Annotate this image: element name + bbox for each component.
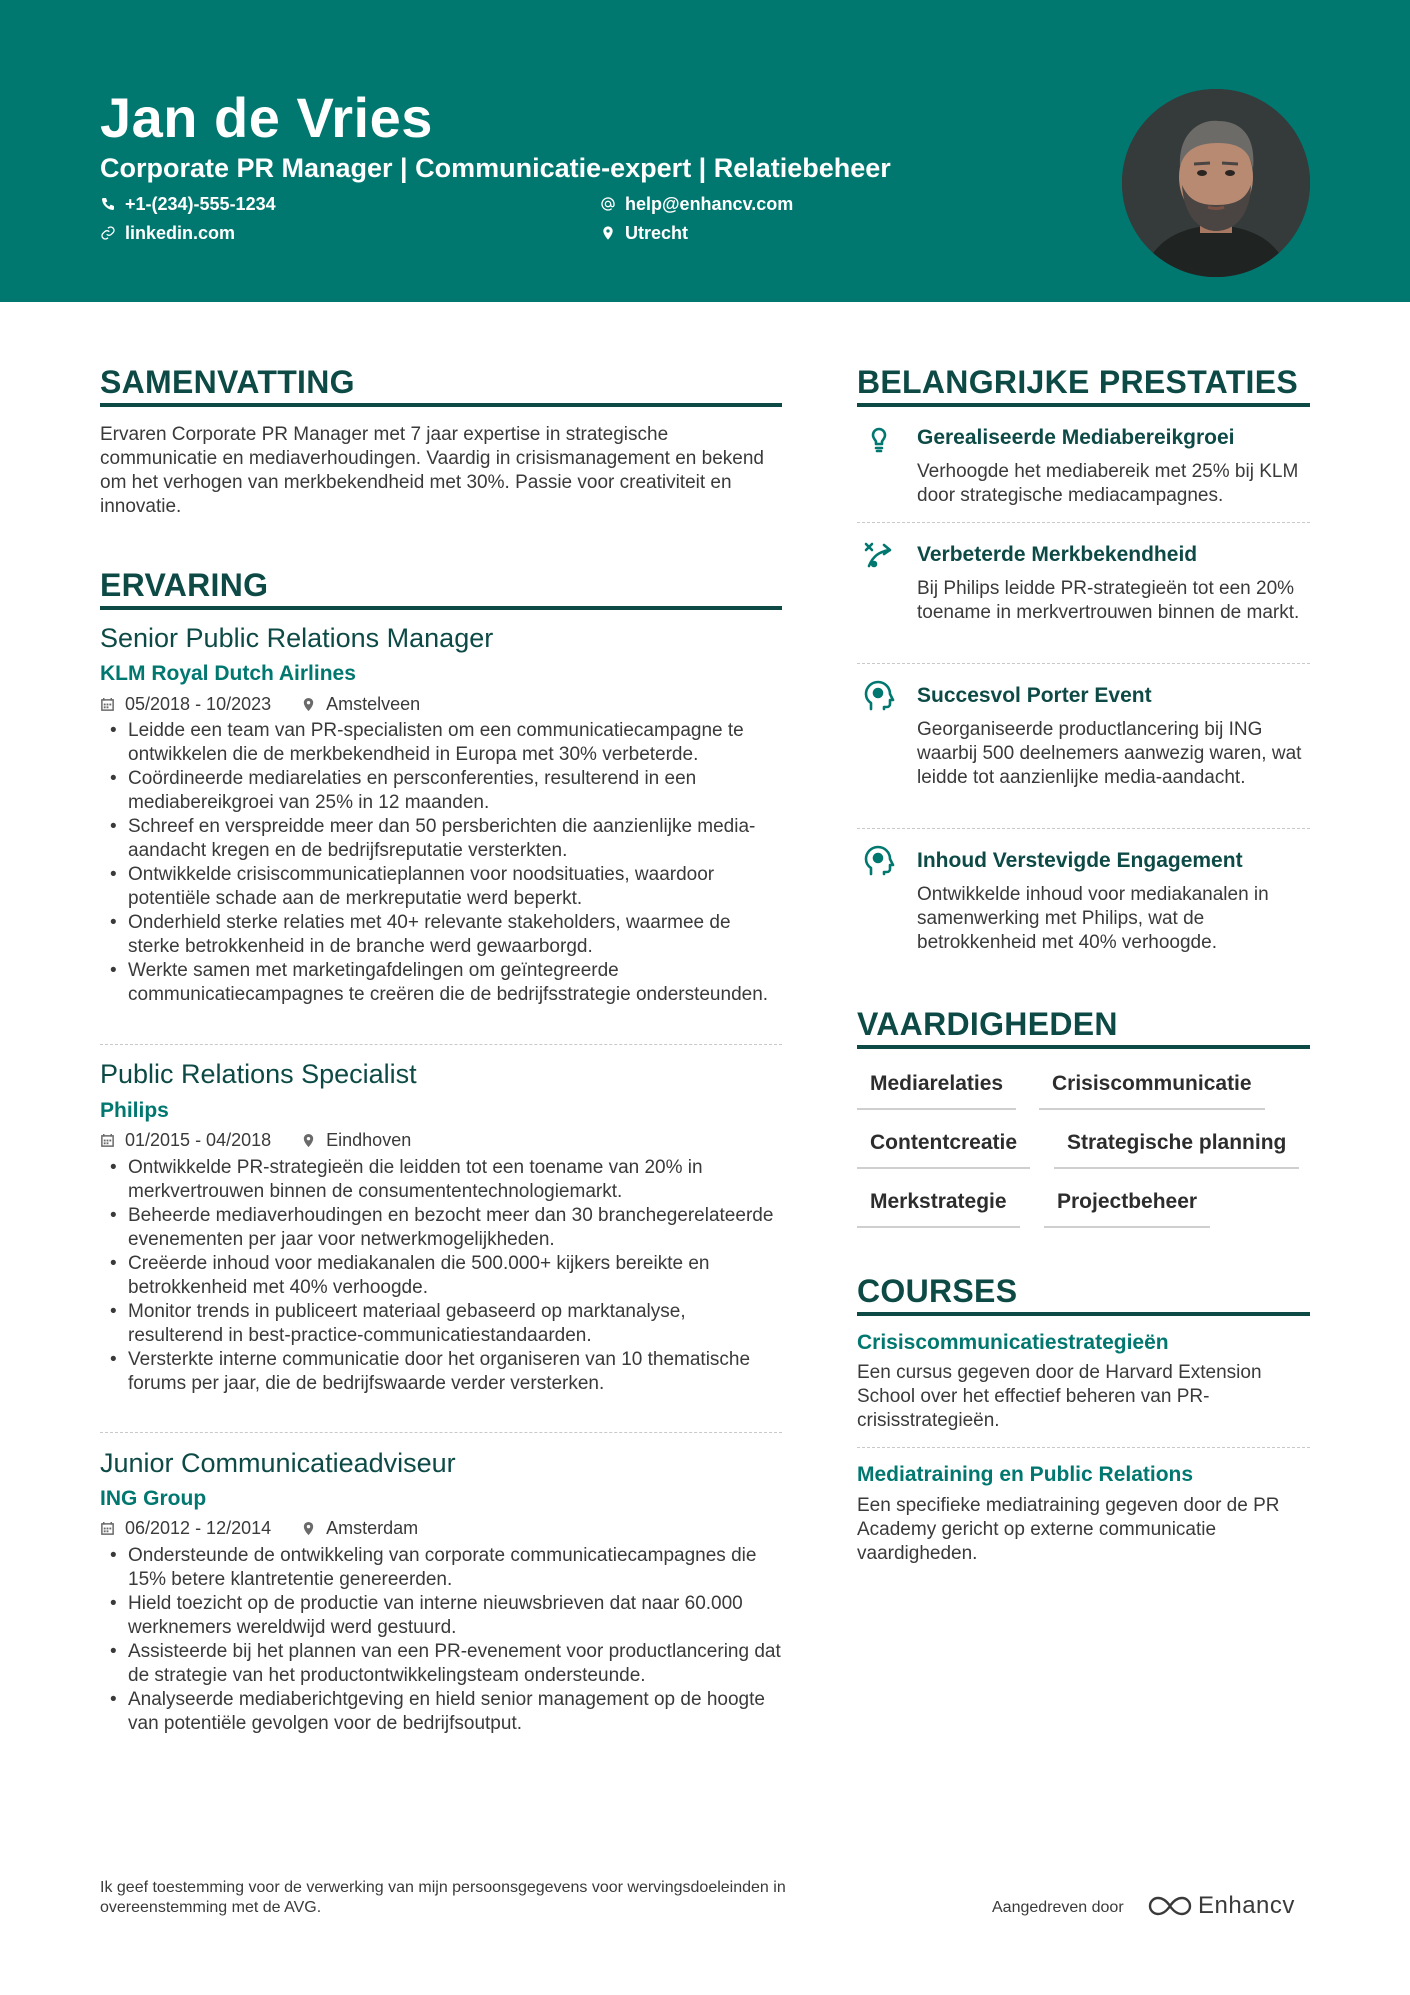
skill-tag: Merkstrategie — [857, 1188, 1020, 1228]
achievement-separator — [857, 828, 1310, 829]
courses-heading: COURSES — [857, 1273, 1018, 1309]
summary-heading: SAMENVATTING — [100, 364, 355, 400]
experience-heading: ERVARING — [100, 567, 269, 603]
calendar-icon — [100, 697, 115, 712]
skill-tag: Strategische planning — [1054, 1129, 1299, 1169]
strategy-icon — [862, 538, 896, 572]
achievement-title: Inhoud Verstevigde Engagement — [917, 849, 1243, 872]
experience-divider — [100, 606, 782, 610]
summary-text: Ervaren Corporate PR Manager met 7 jaar expertise in strategische communicatie en mediaverhoudingen. Vaardig in crisismanagement en bekend om het verhogen van merkbekendheid met 30%. Passie voor creativiteit en innovatie. — [100, 424, 764, 517]
job-company: Philips — [100, 1099, 169, 1122]
skill-tag: Contentcreatie — [857, 1129, 1030, 1169]
job-meta — [100, 692, 420, 716]
achievement-separator — [857, 663, 1310, 664]
course-separator — [857, 1447, 1310, 1448]
job-bullets — [100, 1156, 782, 1396]
achievement-title: Gerealiseerde Mediabereikgroei — [917, 426, 1235, 449]
job-dates: 01/2015 - 04/2018 — [125, 1130, 272, 1150]
location-pin-icon — [301, 1133, 316, 1148]
course-desc: Een cursus gegeven door de Harvard Extension School over het effectief beheren van PR-crisisstrategieën. — [857, 1362, 1262, 1431]
achievements-divider — [857, 403, 1310, 407]
consent-note: Ik geef toestemming voor de verwerking van mijn persoonsgegevens voor wervingsdoeleinden in overeenstemming met de AVG. — [100, 1879, 786, 1916]
contact-linkedin[interactable] — [100, 221, 235, 245]
job-title: Junior Communicatieadviseur — [100, 1448, 456, 1478]
job-bullet: • Ontwikkelde PR-strategieën die leidden tot een toename van 20% in merkvertrouwen binnen de consumententechnologiemarkt. — [100, 1156, 782, 1204]
achievement-desc: Georganiseerde productlancering bij ING waarbij 500 deelnemers aanwezig waren, wat leidde tot aanzienlijke media-aandacht. — [917, 719, 1302, 788]
job-company: KLM Royal Dutch Airlines — [100, 662, 356, 685]
location-pin-icon — [301, 697, 316, 712]
contact-location — [600, 221, 688, 245]
job-bullet: • Ondersteunde de ontwikkeling van corporate communicatiecampagnes die 15% betere klantretentie genereerden. — [100, 1544, 782, 1592]
job-meta — [100, 1516, 418, 1540]
achievement-title: Verbeterde Merkbekendheid — [917, 543, 1198, 566]
job-bullet: • Hield toezicht op de productie van interne nieuwsbrieven dat naar 60.000 werknemers wereldwijd werd gestuurd. — [100, 1592, 782, 1640]
job-bullet: • Leidde een team van PR-specialisten om een communicatiecampagne te ontwikkelen die de merkbekendheid in Europa met 30% verbeterde. — [100, 719, 782, 767]
link-icon — [100, 225, 116, 241]
job-bullet: • Werkte samen met marketingafdelingen om geïntegreerde communicatiecampagnes te creëren die de bedrijfsstrategie ondersteunden. — [100, 959, 782, 1007]
job-meta — [100, 1128, 411, 1152]
profile-photo — [1122, 89, 1310, 277]
job-bullet: • Ontwikkelde crisiscommunicatieplannen voor noodsituaties, waardoor potentiële schade aan de merkreputatie werd beperkt. — [100, 863, 782, 911]
resume-header — [0, 0, 1410, 302]
job-bullet: • Monitor trends in publiceert materiaal gebaseerd op marktanalyse, resulterend in best-practice-communicatiestandaarden. — [100, 1300, 782, 1348]
lightbulb-icon — [862, 421, 896, 455]
head-gear-icon — [862, 844, 896, 878]
phone-icon — [100, 196, 116, 212]
courses-divider — [857, 1312, 1310, 1316]
job-bullets — [100, 719, 782, 1007]
job-separator — [100, 1432, 782, 1433]
job-bullet: • Schreef en verspreidde meer dan 50 persberichten die aanzienlijke media-aandacht kregen en de bedrijfsreputatie versterkten. — [100, 815, 782, 863]
calendar-icon — [100, 1521, 115, 1536]
contact-email[interactable] — [600, 192, 793, 216]
achievements-heading: BELANGRIJKE PRESTATIES — [857, 364, 1299, 400]
powered-by-label: Aangedreven door — [992, 1899, 1124, 1916]
job-location: Eindhoven — [326, 1130, 412, 1150]
skill-tag: Crisiscommunicatie — [1039, 1070, 1265, 1110]
email-text: help@enhancv.com — [625, 194, 794, 214]
contact-phone[interactable] — [100, 192, 276, 216]
location-pin-icon — [301, 1521, 316, 1536]
achievement-desc: Verhoogde het mediabereik met 25% bij KLM door strategische mediacampagnes. — [917, 461, 1299, 506]
location-text: Utrecht — [625, 223, 689, 243]
job-dates: 06/2012 - 12/2014 — [125, 1518, 272, 1538]
course-desc: Een specifieke mediatraining gegeven door de PR Academy gericht op externe communicatie vaardigheden. — [857, 1495, 1280, 1564]
job-bullet: • Analyseerde mediaberichtgeving en hield senior management op de hoogte van potentiële gevolgen voor de bedrijfsoutput. — [100, 1688, 782, 1736]
achievement-desc: Bij Philips leidde PR-strategieën tot een 20% toename in merkvertrouwen binnen de markt. — [917, 578, 1300, 623]
enhancv-brand[interactable] — [1148, 1892, 1295, 1920]
job-bullets — [100, 1544, 782, 1736]
candidate-headline: Corporate PR Manager | Communicatie-expert | Relatiebeheer — [100, 153, 891, 183]
course-title: Mediatraining en Public Relations — [857, 1463, 1194, 1486]
job-location: Amsterdam — [326, 1518, 419, 1538]
job-bullet: • Onderhield sterke relaties met 40+ relevante stakeholders, waarmee de sterke betrokkenheid in de branche werd gewaarborgd. — [100, 911, 782, 959]
head-gear-icon — [862, 679, 896, 713]
job-title: Senior Public Relations Manager — [100, 623, 494, 653]
job-title: Public Relations Specialist — [100, 1059, 417, 1089]
skills-divider — [857, 1045, 1310, 1049]
at-icon — [600, 196, 616, 212]
phone-text: +1-(234)-555-1234 — [125, 194, 276, 214]
job-bullet: • Versterkte interne communicatie door het organiseren van 10 thematische forums per jaar, die de bedrijfswaarde verder versterken. — [100, 1348, 782, 1396]
calendar-icon — [100, 1133, 115, 1148]
candidate-name: Jan de Vries — [100, 86, 433, 149]
location-pin-icon — [600, 225, 616, 241]
job-company: ING Group — [100, 1487, 207, 1510]
achievement-desc: Ontwikkelde inhoud voor mediakanalen in samenwerking met Philips, wat de betrokkenheid met 40% verhoogde. — [917, 884, 1269, 953]
job-bullet: • Coördineerde mediarelaties en persconferenties, resulterend in een mediabereikgroei van 25% in 12 maanden. — [100, 767, 782, 815]
job-location: Amstelveen — [326, 694, 421, 714]
achievement-title: Succesvol Porter Event — [917, 684, 1152, 707]
job-separator — [100, 1044, 782, 1045]
portrait-illustration — [1122, 89, 1310, 277]
course-title: Crisiscommunicatiestrategieën — [857, 1331, 1169, 1354]
summary-divider — [100, 403, 782, 407]
job-bullet: • Beheerde mediaverhoudingen en bezocht meer dan 30 branchegerelateerde evenementen per jaar voor netwerkmogelijkheden. — [100, 1204, 782, 1252]
skills-heading: VAARDIGHEDEN — [857, 1006, 1118, 1042]
job-bullet: • Assisteerde bij het plannen van een PR-evenement voor productlancering dat de strategie van het productontwikkelingsteam ondersteunde. — [100, 1640, 782, 1688]
skill-tag: Projectbeheer — [1044, 1188, 1210, 1228]
enhancv-logo-icon — [1148, 1894, 1192, 1918]
job-dates: 05/2018 - 10/2023 — [125, 694, 272, 714]
skill-tag: Mediarelaties — [857, 1070, 1016, 1110]
job-bullet: • Creëerde inhoud voor mediakanalen die 500.000+ kijkers bereikte en betrokkenheid met 40% verhoogde. — [100, 1252, 782, 1300]
achievement-separator — [857, 522, 1310, 523]
enhancv-brand-name: Enhancv — [1198, 1892, 1295, 1919]
linkedin-text: linkedin.com — [125, 223, 236, 243]
